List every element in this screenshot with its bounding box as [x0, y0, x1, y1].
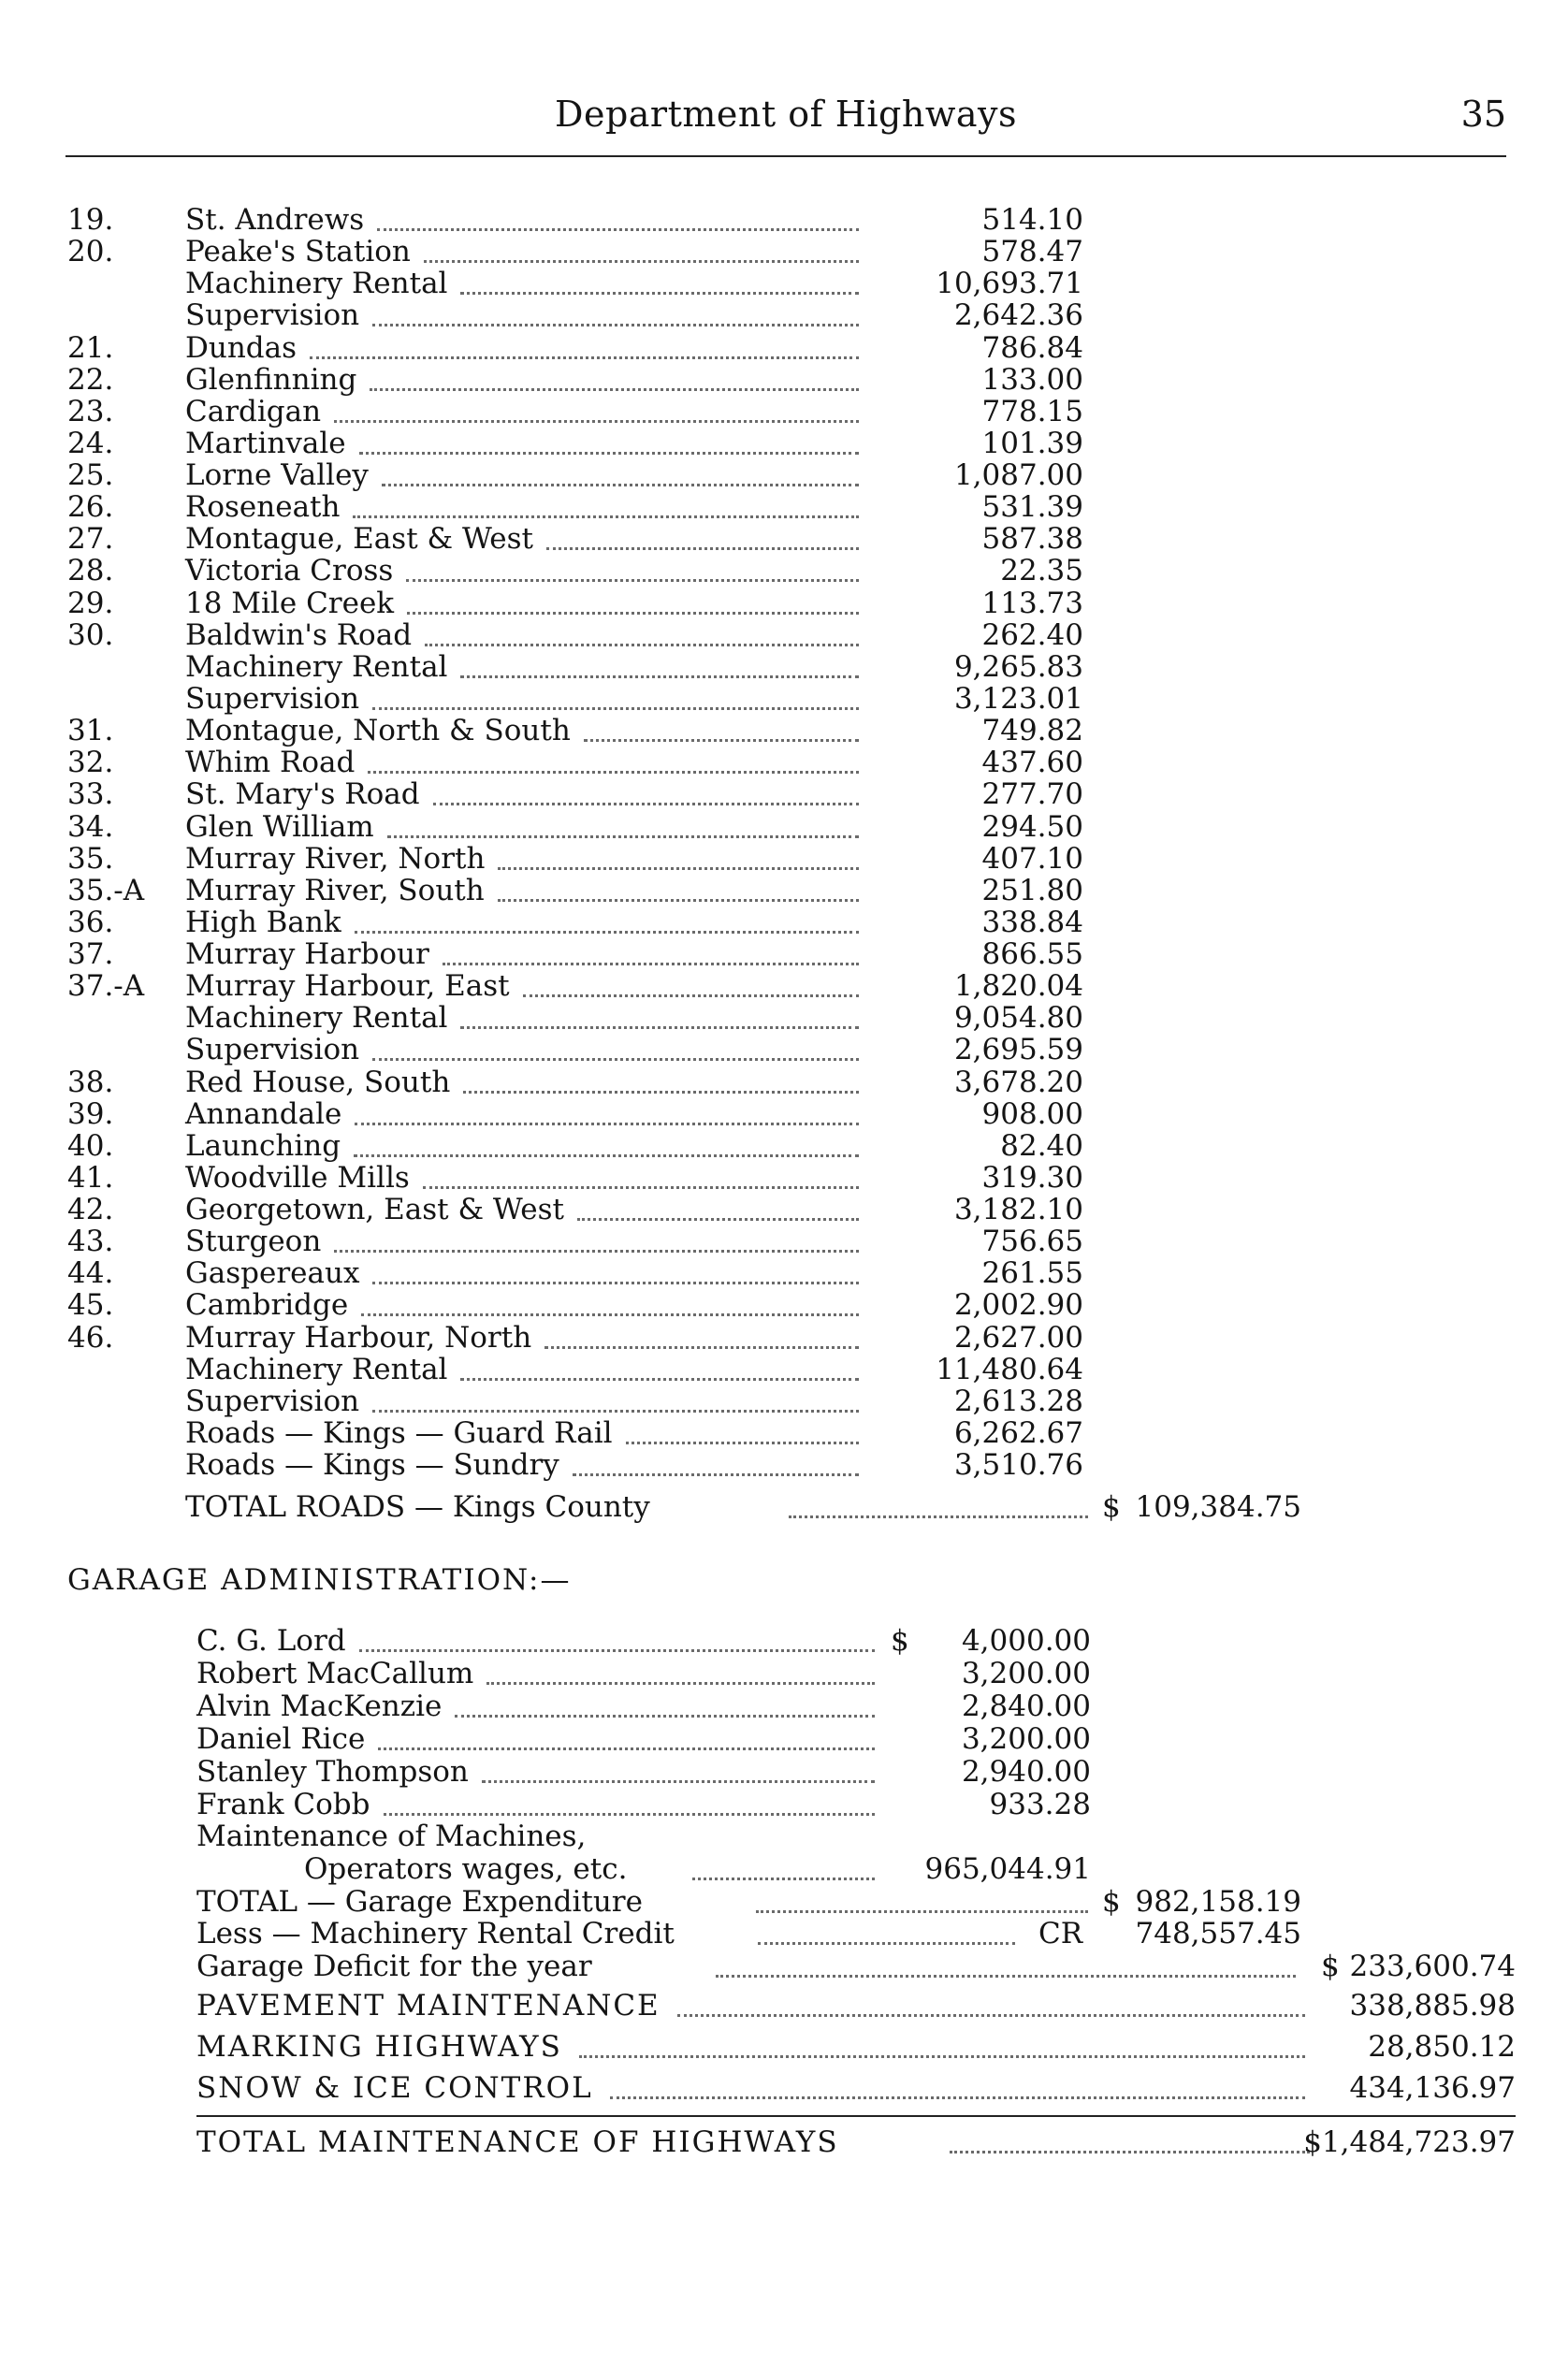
garage-item-name: Frank Cobb [196, 1787, 370, 1821]
page-number: 35 [1460, 94, 1506, 135]
road-item-amount: 251.80 [981, 873, 1083, 907]
road-item-name: Supervision [185, 1033, 360, 1067]
road-item-amount: 407.10 [981, 841, 1083, 876]
road-item-number: 36. [67, 905, 114, 939]
leader-dots [361, 1313, 859, 1316]
road-item-row [0, 236, 1568, 268]
leader-dots [789, 1515, 1088, 1518]
road-item-name: Cardigan [185, 394, 322, 428]
road-item-name: Murray Harbour, North [185, 1320, 532, 1355]
road-item-name: Roseneath [185, 490, 341, 525]
garage-deficit-amount: 233,600.74 [1349, 1950, 1516, 1983]
summary-label: PAVEMENT MAINTENANCE [196, 1989, 661, 2023]
road-item-name: St. Andrews [185, 203, 365, 237]
road-item-number: 46. [67, 1320, 114, 1355]
garage-total-amount: 982,158.19 [1135, 1885, 1301, 1919]
road-item-number: 35. [67, 841, 114, 876]
leader-dots [425, 644, 859, 646]
road-item-amount: 11,480.64 [936, 1352, 1083, 1386]
road-item-amount: 1,820.04 [953, 969, 1083, 1004]
total-rule [196, 2115, 1516, 2117]
road-item-name: Murray River, North [185, 841, 486, 876]
summary-label: SNOW & ICE CONTROL [196, 2071, 593, 2105]
road-item-amount: 3,510.76 [953, 1448, 1083, 1483]
leader-dots [433, 803, 859, 805]
garage-item-amount: 4,000.00 [961, 1624, 1091, 1658]
leader-dots [579, 2055, 1305, 2058]
page-header [65, 90, 1506, 146]
road-item-number: 44. [67, 1256, 114, 1291]
road-item-row [0, 332, 1568, 364]
road-item-amount: 749.82 [981, 714, 1083, 748]
leader-dots [692, 1878, 875, 1880]
road-item-name: Machinery Rental [185, 267, 448, 301]
road-item-row [0, 587, 1568, 619]
road-item-row [0, 491, 1568, 523]
road-item-name: Glenfinning [185, 362, 357, 397]
road-item-row [0, 778, 1568, 810]
road-item-amount: 437.60 [981, 746, 1083, 780]
garage-item-row [0, 1789, 1568, 1820]
summary-amount: 434,136.97 [1349, 2071, 1516, 2105]
road-item-name: Georgetown, East & West [185, 1193, 564, 1226]
road-item-number: 35.-A [67, 873, 145, 907]
garage-total-row [0, 1886, 1568, 1918]
page-title: Department of Highways [555, 94, 1017, 135]
road-item-row [0, 715, 1568, 747]
leader-dots [310, 356, 859, 359]
road-item-amount: 9,265.83 [953, 649, 1083, 684]
road-item-number: 34. [67, 809, 114, 844]
garage-item-amount: 3,200.00 [961, 1721, 1091, 1756]
leader-dots [577, 1218, 859, 1221]
leader-dots [382, 484, 859, 486]
leader-dots [677, 2014, 1305, 2017]
total-roads-amount: 109,384.75 [1135, 1490, 1301, 1524]
garage-deficit-row [0, 1950, 1568, 1982]
leader-dots [486, 1682, 875, 1685]
road-item-row [0, 364, 1568, 396]
road-item-name: 18 Mile Creek [185, 586, 395, 620]
road-item-number: 28. [67, 554, 114, 588]
road-item-row [0, 1194, 1568, 1225]
leader-dots [378, 1747, 875, 1750]
leader-dots [377, 228, 859, 231]
road-item-number: 40. [67, 1128, 114, 1163]
garage-item-name: C. G. Lord [196, 1624, 346, 1658]
garage-item-name: Stanley Thompson [196, 1754, 469, 1789]
road-item-name: Murray Harbour [185, 937, 429, 971]
road-item-amount: 514.10 [981, 203, 1083, 237]
summary-amount: 338,885.98 [1349, 1989, 1516, 2023]
garage-heading: GARAGE ADMINISTRATION:— [67, 1563, 572, 1597]
road-item-name: Murray River, South [185, 873, 485, 907]
road-item-amount: 10,693.71 [936, 267, 1083, 301]
leader-dots [584, 739, 859, 742]
leader-dots [460, 1378, 859, 1381]
road-item-amount: 778.15 [981, 394, 1083, 428]
road-item-amount: 3,123.01 [953, 682, 1083, 716]
road-item-amount: 261.55 [981, 1256, 1083, 1291]
road-item-row [0, 555, 1568, 587]
leader-dots [407, 612, 859, 615]
road-item-amount: 133.00 [981, 362, 1083, 397]
road-item-row [0, 811, 1568, 843]
road-item-number: 37. [67, 937, 114, 971]
header-rule [65, 155, 1506, 157]
leader-dots [355, 931, 859, 934]
rental-credit-cr: CR [1038, 1917, 1083, 1950]
road-item-number: 33. [67, 777, 114, 812]
leader-dots [544, 1346, 859, 1349]
road-item-row [0, 1257, 1568, 1289]
road-item-amount: 3,182.10 [953, 1193, 1083, 1226]
road-item-amount: 908.00 [981, 1096, 1083, 1131]
road-item-name: Glen William [185, 809, 374, 844]
summary-row [0, 2031, 1568, 2063]
road-item-amount: 319.30 [981, 1160, 1083, 1195]
road-item-amount: 786.84 [981, 330, 1083, 365]
road-item-name: St. Mary's Road [185, 777, 420, 812]
road-item-name: Supervision [185, 682, 360, 716]
road-item-row [0, 1322, 1568, 1354]
grand-total-row [0, 2126, 1568, 2158]
maintenance-row [0, 1853, 1568, 1885]
maintenance-label-row [0, 1820, 1568, 1852]
rental-credit-row [0, 1918, 1568, 1950]
leader-dots [384, 1813, 875, 1816]
road-item-row [0, 938, 1568, 970]
road-item-row [0, 268, 1568, 299]
leader-dots [372, 1410, 859, 1413]
road-item-amount: 3,678.20 [953, 1065, 1083, 1099]
road-item-name: Machinery Rental [185, 649, 448, 684]
road-item-number: 25. [67, 458, 114, 492]
garage-deficit-label: Garage Deficit for the year [196, 1950, 592, 1983]
road-item-name: Montague, North & South [185, 714, 571, 748]
road-item-name: Launching [185, 1128, 341, 1163]
road-item-number: 43. [67, 1225, 114, 1259]
summary-amount: 28,850.12 [1368, 2030, 1516, 2064]
road-item-name: Victoria Cross [185, 554, 394, 588]
road-item-name: Baldwin's Road [185, 617, 413, 652]
road-item-name: Sturgeon [185, 1225, 322, 1259]
leader-dots [460, 292, 859, 295]
road-item-number: 37.-A [67, 969, 145, 1004]
road-item-row [0, 683, 1568, 715]
road-item-number: 24. [67, 426, 114, 460]
garage-item-name: Alvin MacKenzie [196, 1689, 443, 1723]
rental-credit-label: Less — Machinery Rental Credit [196, 1917, 675, 1950]
garage-item-amount: 933.28 [989, 1787, 1091, 1821]
leader-dots [370, 388, 859, 391]
road-item-number: 19. [67, 203, 114, 237]
road-item-row [0, 1066, 1568, 1098]
grand-total-label: TOTAL MAINTENANCE OF HIGHWAYS [196, 2125, 839, 2159]
road-item-amount: 338.84 [981, 905, 1083, 939]
road-item-name: Murray Harbour, East [185, 969, 510, 1004]
garage-item-row [0, 1658, 1568, 1689]
leader-dots [334, 1250, 859, 1253]
road-item-name: Dundas [185, 330, 298, 365]
leader-dots [626, 1442, 859, 1444]
road-item-amount: 531.39 [981, 490, 1083, 525]
leader-dots [372, 1058, 859, 1061]
road-item-number: 41. [67, 1160, 114, 1195]
total-roads-label: TOTAL ROADS — Kings County [185, 1490, 650, 1524]
road-item-amount: 262.40 [981, 617, 1083, 652]
road-item-row [0, 1098, 1568, 1130]
road-item-number: 30. [67, 617, 114, 652]
road-item-name: Whim Road [185, 746, 356, 780]
road-item-name: Peake's Station [185, 235, 411, 269]
road-item-amount: 277.70 [981, 777, 1083, 812]
road-item-row [0, 1130, 1568, 1162]
leader-dots [423, 1186, 859, 1189]
road-item-number: 45. [67, 1288, 114, 1323]
road-item-name: Martinvale [185, 426, 346, 460]
road-item-number: 42. [67, 1193, 114, 1226]
leader-dots [355, 1123, 859, 1125]
leader-dots [756, 1910, 1088, 1913]
leader-dots [498, 867, 859, 870]
leader-dots [443, 963, 859, 965]
road-item-amount: 2,695.59 [953, 1033, 1083, 1067]
road-item-amount: 756.65 [981, 1225, 1083, 1259]
leader-dots [334, 420, 859, 423]
road-item-row [0, 843, 1568, 875]
garage-item-name: Robert MacCallum [196, 1656, 474, 1690]
leader-dots [523, 994, 859, 997]
road-item-name: Supervision [185, 298, 360, 333]
garage-item-row [0, 1756, 1568, 1788]
road-item-row [0, 1002, 1568, 1034]
grand-total-amount: $1,484,723.97 [1303, 2125, 1516, 2159]
garage-deficit-dollar: $ [1321, 1950, 1340, 1983]
leader-dots [359, 452, 859, 455]
road-item-row [0, 970, 1568, 1002]
total-roads-dollar: $ [1102, 1490, 1121, 1524]
road-item-amount: 82.40 [1000, 1128, 1083, 1163]
road-item-row [0, 428, 1568, 459]
rental-credit-amount: 748,557.45 [1135, 1917, 1301, 1950]
road-item-number: 31. [67, 714, 114, 748]
road-item-name: Roads — Kings — Guard Rail [185, 1415, 613, 1450]
road-item-row [0, 1225, 1568, 1257]
road-item-row [0, 204, 1568, 236]
maintenance-label-1: Maintenance of Machines, [196, 1820, 587, 1853]
leader-dots [387, 835, 859, 838]
road-item-name: High Bank [185, 905, 341, 939]
garage-item-row [0, 1723, 1568, 1755]
road-item-number: 23. [67, 394, 114, 428]
road-item-amount: 866.55 [981, 937, 1083, 971]
road-item-number: 39. [67, 1096, 114, 1131]
road-item-row [0, 1034, 1568, 1066]
road-item-number: 21. [67, 330, 114, 365]
leader-dots [460, 1026, 859, 1029]
road-item-row [0, 1162, 1568, 1194]
leader-dots [463, 1091, 859, 1094]
road-item-row [0, 1289, 1568, 1321]
leader-dots [498, 899, 859, 902]
leader-dots [482, 1780, 875, 1783]
garage-item-name: Daniel Rice [196, 1721, 366, 1756]
road-item-amount: 6,262.67 [953, 1415, 1083, 1450]
garage-item-row [0, 1625, 1568, 1657]
leader-dots [716, 1975, 1296, 1978]
road-item-number: 32. [67, 746, 114, 780]
road-item-name: Annandale [185, 1096, 342, 1131]
road-item-name: Woodville Mills [185, 1160, 410, 1195]
road-item-name: Montague, East & West [185, 522, 533, 557]
road-item-row [0, 1385, 1568, 1417]
summary-row [0, 2072, 1568, 2104]
road-item-amount: 2,627.00 [953, 1320, 1083, 1355]
road-item-row [0, 396, 1568, 428]
road-item-row [0, 875, 1568, 906]
leader-dots [610, 2096, 1305, 2099]
garage-total-label: TOTAL — Garage Expenditure [196, 1885, 643, 1919]
road-item-amount: 2,642.36 [953, 298, 1083, 333]
road-item-amount: 578.47 [981, 235, 1083, 269]
leader-dots [406, 579, 859, 582]
road-item-row [0, 906, 1568, 938]
road-item-amount: 2,002.90 [953, 1288, 1083, 1323]
leader-dots [372, 707, 859, 710]
maintenance-amount: 965,044.91 [924, 1852, 1091, 1886]
road-item-row [0, 299, 1568, 331]
garage-item-amount: 2,840.00 [961, 1689, 1091, 1723]
garage-item-amount: 2,940.00 [961, 1754, 1091, 1789]
road-item-number: 38. [67, 1065, 114, 1099]
leader-dots [353, 515, 859, 518]
road-item-name: Machinery Rental [185, 1352, 448, 1386]
garage-item-amount: 3,200.00 [961, 1656, 1091, 1690]
road-item-amount: 22.35 [1000, 554, 1083, 588]
road-item-number: 29. [67, 586, 114, 620]
road-item-name: Red House, South [185, 1065, 451, 1099]
road-item-name: Cambridge [185, 1288, 349, 1323]
leader-dots [424, 260, 859, 263]
leader-dots [354, 1154, 859, 1157]
road-item-name: Supervision [185, 1384, 360, 1418]
road-item-number: 26. [67, 490, 114, 525]
road-item-number: 27. [67, 522, 114, 557]
road-item-name: Lorne Valley [185, 458, 369, 492]
road-item-amount: 294.50 [981, 809, 1083, 844]
summary-label: MARKING HIGHWAYS [196, 2030, 562, 2064]
leader-dots [950, 2151, 1310, 2153]
road-item-row [0, 651, 1568, 683]
road-item-number: 20. [67, 235, 114, 269]
maintenance-label-2: Operators wages, etc. [304, 1852, 628, 1886]
road-item-amount: 1,087.00 [953, 458, 1083, 492]
leader-dots [573, 1473, 859, 1476]
total-roads-row [0, 1491, 1568, 1523]
garage-item-dollar: $ [891, 1624, 909, 1658]
road-item-row [0, 747, 1568, 778]
road-item-row [0, 1449, 1568, 1481]
road-item-amount: 101.39 [981, 426, 1083, 460]
leader-dots [758, 1942, 1015, 1945]
leader-dots [546, 547, 859, 550]
road-item-row [0, 1417, 1568, 1449]
road-item-row [0, 1354, 1568, 1385]
leader-dots [460, 675, 859, 678]
leader-dots [372, 324, 859, 326]
leader-dots [372, 1282, 859, 1284]
road-item-amount: 9,054.80 [953, 1001, 1083, 1036]
leader-dots [368, 771, 859, 774]
road-item-amount: 113.73 [981, 586, 1083, 620]
leader-dots [359, 1649, 875, 1652]
road-item-name: Roads — Kings — Sundry [185, 1448, 559, 1483]
road-item-row [0, 619, 1568, 651]
road-item-number: 22. [67, 362, 114, 397]
summary-row [0, 1990, 1568, 2022]
road-item-row [0, 459, 1568, 491]
garage-item-row [0, 1690, 1568, 1722]
road-item-name: Machinery Rental [185, 1001, 448, 1036]
leader-dots [455, 1715, 875, 1718]
road-item-amount: 2,613.28 [953, 1384, 1083, 1418]
road-item-amount: 587.38 [981, 522, 1083, 557]
road-item-row [0, 523, 1568, 555]
garage-total-dollar: $ [1102, 1885, 1121, 1919]
road-item-name: Gaspereaux [185, 1256, 360, 1291]
